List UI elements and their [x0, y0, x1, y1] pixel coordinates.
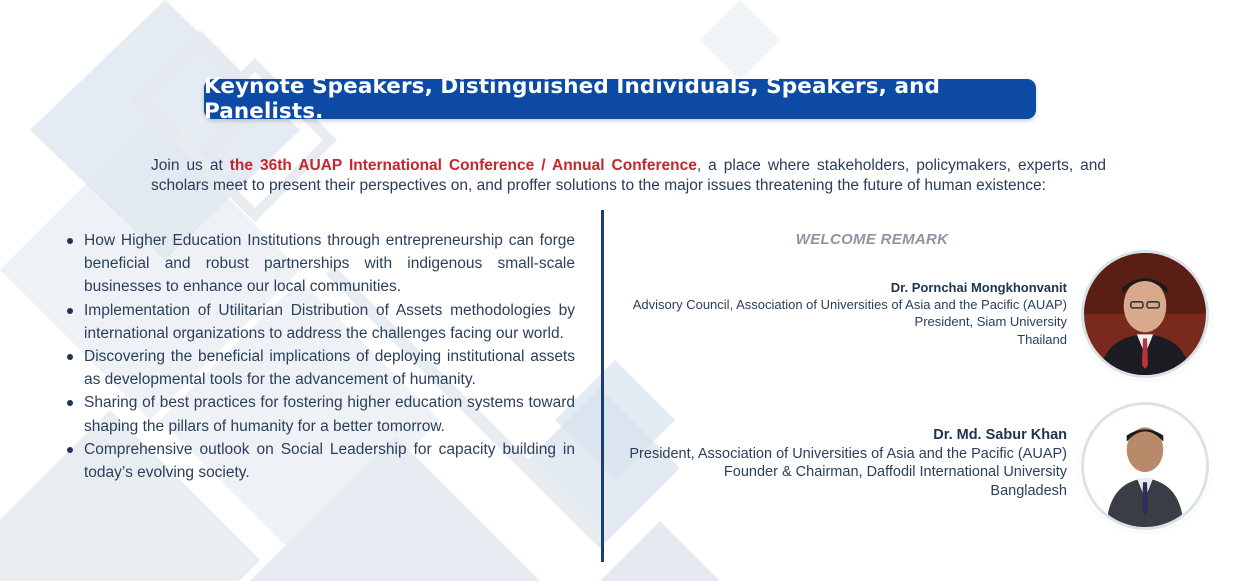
speaker-photo [1081, 402, 1209, 530]
speaker-role: President, Siam University [914, 314, 1067, 330]
topic-text: Sharing of best practices for fostering higher education systems toward shaping the pillars of humanity for a better tomorrow. [84, 394, 575, 435]
welcome-heading: WELCOME REMARK [795, 231, 949, 248]
topic-item [64, 345, 575, 391]
topic-item [64, 229, 575, 299]
title-banner [204, 74, 1036, 124]
title-text: Keynote Speakers, Distinguished Individuals, Speakers, and Panelists. [204, 74, 941, 124]
speaker-role: President, Association of Universities of Asia and the Pacific (AUAP) [629, 445, 1067, 462]
speaker-card [633, 279, 1067, 348]
topics-list [64, 229, 575, 484]
speaker-role: Founder & Chairman, Daffodil International University [723, 464, 1067, 480]
intro-prefix: Join us at [151, 157, 230, 174]
speaker-name: Dr. Pornchai Mongkhonvanit [890, 280, 1067, 295]
topic-item [64, 299, 575, 345]
topic-text: Comprehensive outlook on Social Leadership for capacity building in today’s evolving society. [84, 440, 575, 482]
bullet-icon [67, 447, 73, 453]
intro-suffix: , a place where stakeholders, policymakers, experts, and scholars meet to present their perspectives on, and proffer solutions to the major issues threatening the future of human existence: [151, 157, 1106, 194]
speaker-photo [1081, 250, 1209, 378]
speaker-role: Advisory Council, Association of Universities of Asia and the Pacific (AUAP) [632, 297, 1067, 313]
topic-text: Discovering the beneficial implications of deploying institutional assets as developmental tools for the advancement of humanity. [84, 348, 575, 389]
vertical-divider [601, 210, 604, 562]
bullet-icon [67, 400, 73, 406]
intro-paragraph [151, 156, 1106, 196]
topic-text: Implementation of Utilitarian Distribution of Assets methodologies by international organizations to address the challenges facing our world. [84, 301, 575, 342]
topic-item [64, 391, 575, 437]
topic-text: How Higher Education Institutions through entrepreneurship can forge beneficial and robust partnerships with indigenous small-scale businesses to enhance our local communities. [84, 232, 575, 296]
speaker-country: Bangladesh [990, 482, 1067, 499]
speaker-card [629, 426, 1067, 500]
speaker-name: Dr. Md. Sabur Khan [933, 427, 1067, 443]
speaker-country: Thailand [1017, 331, 1067, 347]
bullet-icon [67, 308, 73, 314]
bullet-icon [67, 354, 73, 360]
topic-item [64, 438, 575, 484]
intro-highlight: the 36th AUAP International Conference / Annual Conference [229, 157, 697, 174]
portrait-icon [1084, 405, 1206, 527]
bullet-icon [67, 238, 73, 244]
portrait-icon [1084, 253, 1206, 375]
